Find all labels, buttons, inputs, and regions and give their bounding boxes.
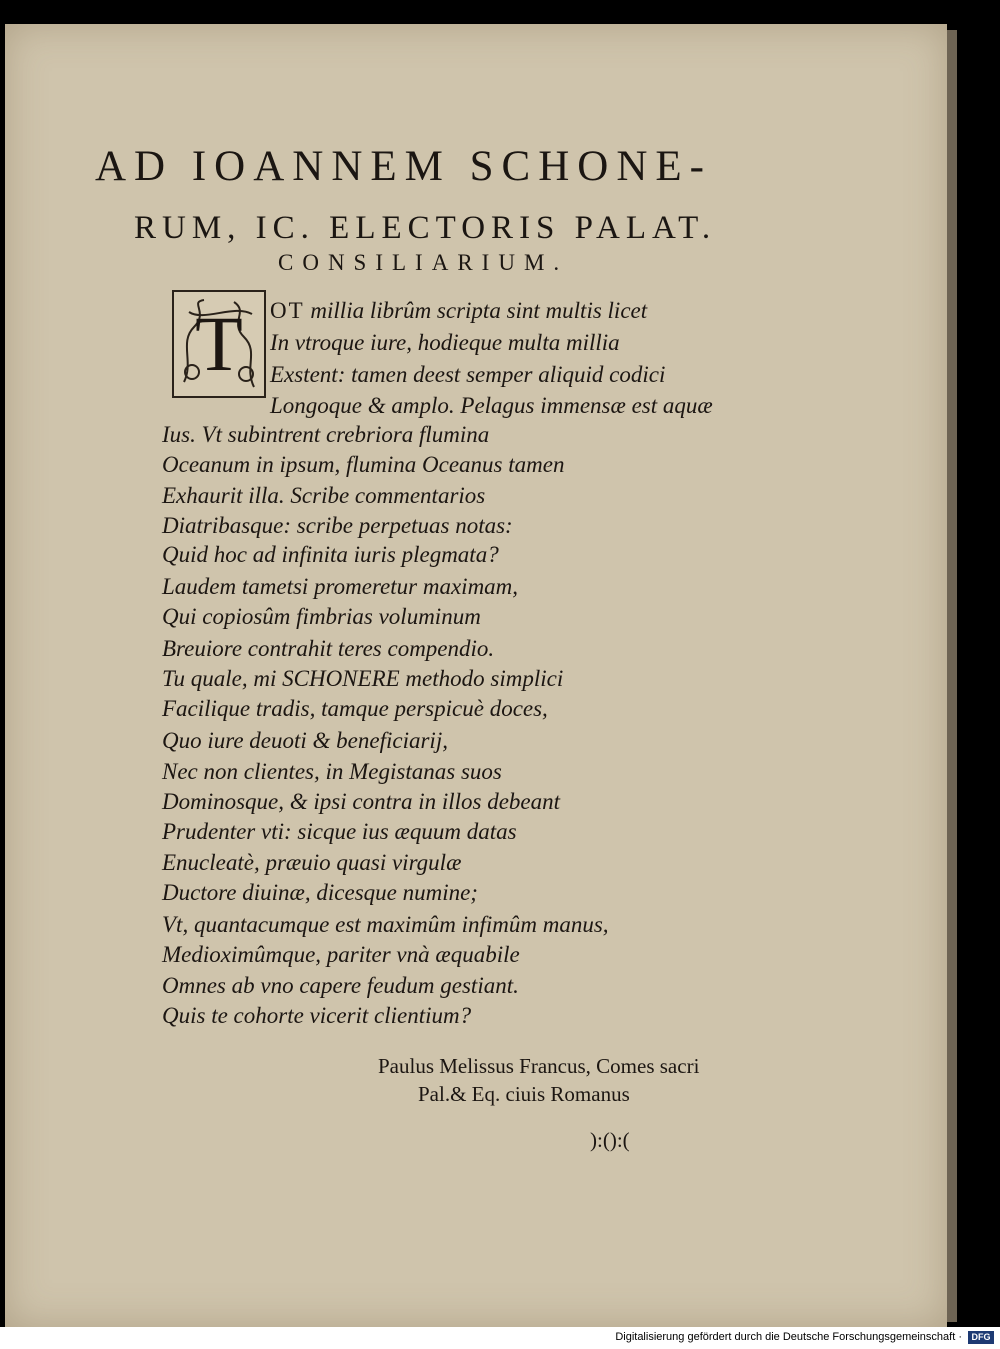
verse-line: Exstent: tamen deest semper aliquid codici xyxy=(270,362,666,387)
verse-line: Enucleatè, præuio quasi virgulæ xyxy=(162,850,462,875)
verse-line: Ius. Vt subintrent crebriora flumina xyxy=(162,422,490,447)
signature-line-1: Paulus Melissus Francus, Comes sacri xyxy=(378,1054,700,1078)
decorated-initial xyxy=(172,290,266,398)
verse-line: Dominosque, & ipsi contra in illos debeant xyxy=(162,789,561,814)
verse-line: Omnes ab vno capere feudum gestiant. xyxy=(162,973,519,998)
verse-line: Quid hoc ad infinita iuris plegmata? xyxy=(162,542,499,567)
verse-line: Laudem tametsi promeretur maximam, xyxy=(162,574,519,599)
verse-line: Tu quale, mi SCHONERE methodo simplici xyxy=(162,666,564,691)
first-line-rest: millia librûm scripta sint multis licet xyxy=(310,298,648,323)
verse-line xyxy=(270,298,1000,324)
verse-line: Breuiore contrahit teres compendio. xyxy=(162,636,495,661)
verse-line: Facilique tradis, tamque perspicuè doces, xyxy=(162,696,548,721)
heading-line-1: AD IOANNEM SCHONE- xyxy=(95,143,712,190)
verse-line: Medioximûmque, pariter vnà æquabile xyxy=(162,942,520,967)
verse-line: Qui copiosûm fimbrias voluminum xyxy=(162,604,481,629)
verse-line: In vtroque iure, hodieque multa millia xyxy=(270,330,620,355)
verse-line: Oceanum in ipsum, flumina Oceanus tamen xyxy=(162,452,565,477)
verse-line: Diatribasque: scribe perpetuas notas: xyxy=(162,513,513,538)
first-line-caps: OT xyxy=(270,298,305,323)
footer-bar xyxy=(0,1327,1000,1349)
verse-line: Longoque & amplo. Pelagus immensæ est aquæ xyxy=(270,393,713,418)
footer-credit: Digitalisierung gefördert durch die Deutsche Forschungsgemeinschaft · xyxy=(615,1331,962,1343)
heading-line-2: RUM, IC. ELECTORIS PALAT. xyxy=(134,210,717,246)
ornament-initial-icon xyxy=(174,292,264,396)
verse-line: Quis te cohorte vicerit clientium? xyxy=(162,1003,472,1028)
verse-line: Quo iure deuoti & beneficiarij, xyxy=(162,728,448,753)
verse-line: Vt, quantacumque est maximûm infimûm manus, xyxy=(162,912,609,937)
verse-line: Prudenter vti: sicque ius æquum datas xyxy=(162,819,517,844)
dfg-logo-icon[interactable]: DFG xyxy=(968,1331,994,1344)
signature-line-2: Pal.& Eq. ciuis Romanus xyxy=(418,1082,630,1106)
heading-line-3: CONSILIARIUM. xyxy=(278,250,569,275)
verse-line: Ductore diuinæ, dicesque numine; xyxy=(162,880,478,905)
verse-line: Exhaurit illa. Scribe commentarios xyxy=(162,483,486,508)
initial-letter: T xyxy=(195,300,243,387)
verse-line: Nec non clientes, in Megistanas suos xyxy=(162,759,502,784)
signature-mark: ):():( xyxy=(590,1128,630,1152)
